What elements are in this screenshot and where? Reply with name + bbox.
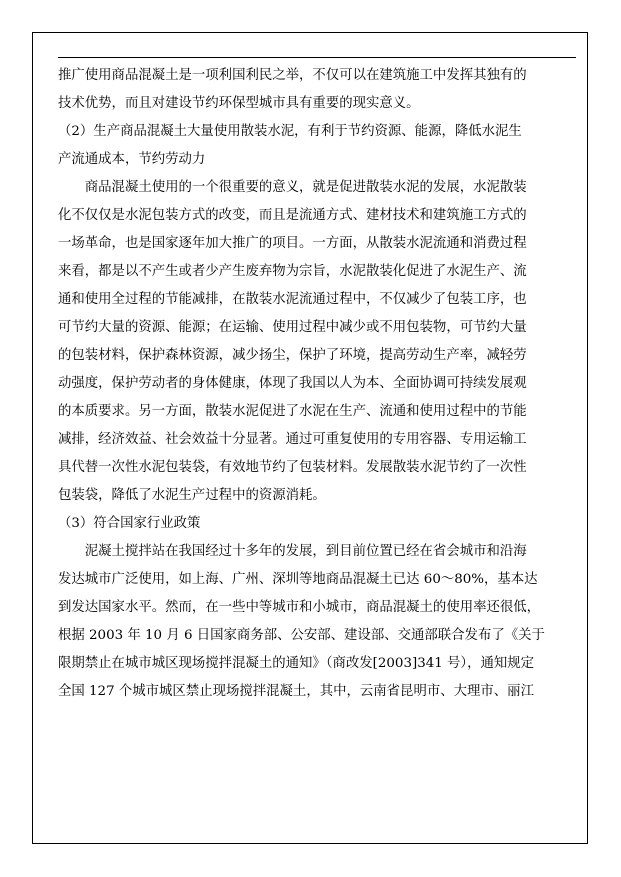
text-line: 动强度，保护劳动者的身体健康，体现了我国以人为本、全面协调可持续发展观: [58, 376, 527, 391]
header-rule: [58, 57, 576, 58]
text-line: 全国 127 个城市城区禁止现场搅拌混凝土，其中，云南省昆明市、大理市、丽江: [58, 684, 534, 699]
text-line: 具代替一次性水泥包装袋，有效地节约了包装材料。发展散装水泥节约了一次性: [58, 460, 527, 475]
text-line: 化不仅仅是水泥包装方式的改变，而且是流通方式、建材技术和建筑施工方式的: [58, 208, 527, 223]
section-heading-2: （2）生产商品混凝土大量使用散装水泥，有利于节约资源、能源，降低水泥生: [58, 124, 522, 139]
text-line: 可节约大量的资源、能源；在运输、使用过程中减少或不用包装物，可节约大量: [58, 320, 527, 335]
text-line: 减排，经济效益、社会效益十分显著。通过可重复使用的专用容器、专用运输工: [58, 432, 527, 447]
text-line: 通和使用全过程的节能减排，在散装水泥流通过程中，不仅减少了包装工序，也: [58, 292, 527, 307]
text-line: 到发达国家水平。然而，在一些中等城市和小城市，商品混凝土的使用率还很低，: [58, 600, 541, 615]
text-line: 推广使用商品混凝土是一项利国利民之举，不仅可以在建筑施工中发挥其独有的: [58, 68, 527, 83]
text-line: 发达城市广泛使用，如上海、广州、深圳等地商品混凝土已达 60～80%，基本达: [58, 572, 538, 587]
text-line: 泥凝土搅拌站在我国经过十多年的发展，到目前位置已经在省会城市和沿海: [58, 544, 527, 559]
text-line: 包装袋，降低了水泥生产过程中的资源消耗。: [58, 488, 326, 503]
text-line: 的包装材料，保护森林资源，减少扬尘，保护了环境，提高劳动生产率，减轻劳: [58, 348, 527, 363]
text-line: 商品混凝土使用的一个很重要的意义，就是促进散装水泥的发展，水泥散装: [58, 180, 527, 195]
section-heading-3: （3）符合国家行业政策: [58, 516, 201, 531]
text-line: 的本质要求。另一方面，散装水泥促进了水泥在生产、流通和使用过程中的节能: [58, 404, 527, 419]
text-line: 一场革命，也是国家逐年加大推广的项目。一方面，从散装水泥流通和消费过程: [58, 236, 527, 251]
document-body: [58, 62, 578, 706]
text-line: 限期禁止在城市城区现场搅拌混凝土的通知》（商改发[2003]341 号），通知规定: [58, 656, 535, 671]
text-line: 技术优势，而且对建设节约环保型城市具有重要的现实意义。: [58, 96, 420, 111]
section-heading-2-cont: 产流通成本，节约劳动力: [58, 152, 206, 167]
text-line: 根据 2003 年 10 月 6 日国家商务部、公安部、建设部、交通部联合发布了《关于: [58, 628, 545, 643]
text-line: 来看，都是以不产生或者少产生废弃物为宗旨，水泥散装化促进了水泥生产、流: [58, 264, 527, 279]
